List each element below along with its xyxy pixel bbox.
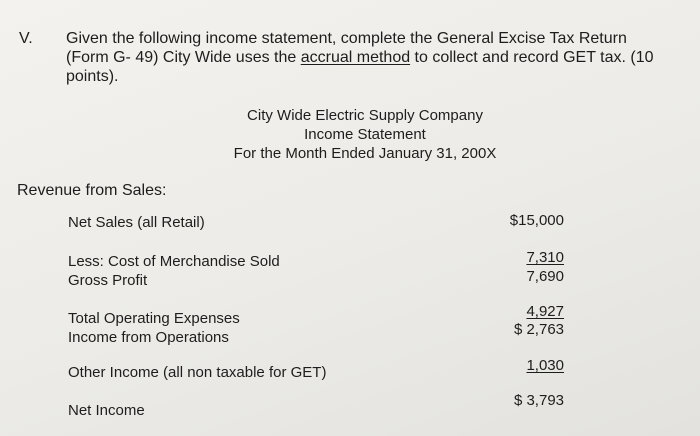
net-sales-value: $15,000 (509, 212, 564, 229)
question-text-line-2-end: to collect and record GET tax. (10 (410, 49, 654, 66)
operating-expenses-value (470, 303, 564, 320)
question-number: V. (19, 30, 33, 47)
net-sales-label: Net Sales (all Retail) (68, 214, 205, 231)
cost-of-merchandise-amount: 7,310 (526, 249, 564, 266)
statement-period: For the Month Ended January 31, 200X (233, 145, 497, 162)
operating-expenses-amount: 4,927 (526, 303, 564, 320)
question-text-line-2 (66, 49, 653, 67)
operating-expenses-label: Total Operating Expenses (68, 310, 240, 327)
statement-title: Income Statement (304, 126, 426, 143)
net-income-label: Net Income (68, 402, 145, 419)
gross-profit-label: Gross Profit (68, 272, 148, 289)
cost-of-merchandise-label: Less: Cost of Merchandise Sold (68, 253, 280, 270)
income-from-operations-value: $ 2,763 (513, 321, 564, 338)
company-name: City Wide Electric Supply Company (247, 107, 483, 124)
accrual-method-underlined: accrual method (300, 49, 411, 66)
income-from-operations-label: Income from Operations (68, 329, 229, 346)
cost-of-merchandise-value (470, 249, 564, 266)
other-income-value (470, 357, 564, 374)
section-label: Revenue from Sales: (17, 182, 167, 199)
gross-profit-value: 7,690 (526, 268, 564, 285)
question-text-line-1: Given the following income statement, complete the General Excise Tax Return (66, 30, 627, 47)
question-text-line-2-start: (Form G- 49) City Wide uses the (66, 49, 301, 66)
question-text-line-3: points). (66, 68, 119, 85)
net-income-value: $ 3,793 (513, 392, 564, 409)
other-income-amount: 1,030 (526, 357, 564, 374)
other-income-label: Other Income (all non taxable for GET) (68, 364, 327, 381)
